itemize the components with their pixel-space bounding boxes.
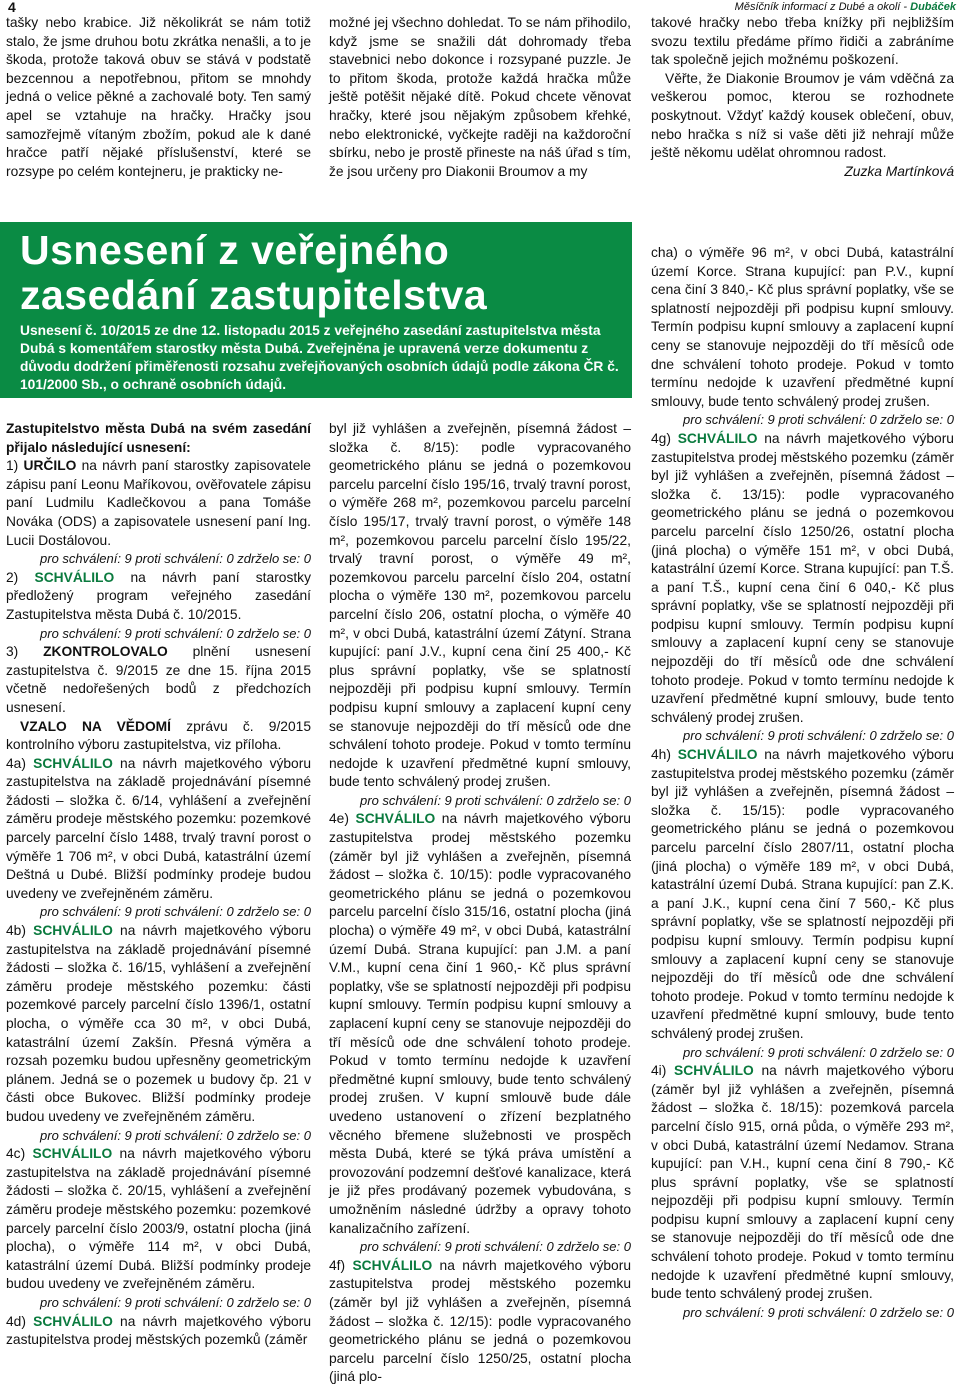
vote-result: pro schválení: 9 proti schválení: 0 zdrželo se: 0 xyxy=(40,625,311,641)
resolution-4d-continued: byl již vyhlášen a zveřejněn, písemná žádost – složka č. 8/15): podle vypracovaného geometrického plánu se jedná o pozemkovou parcelu parcelní číslo 195/16, trvalý travní porost, o výměře 268 m², pozemkovou parcelu parcelní číslo 195/17, trvalý travní porost, o výměře 148 m², pozemkovou parcelu parcelní číslo 195/22, trvalý travní porost, o výměře 49 m², pozemkovou parcelu parcelní číslo 204, ostatní plocha o výměře 130 m², pozemkovou parcelu parcelní číslo 206, ostatní plocha, o výměře 40 m², v obci Dubá, katastrální území Zátyní. Strana kupující: paní J.V., kupní cena činí 25 400,- Kč plus správní poplatky, vše se splatností nejpozději při podpisu kupní smlouvy. Termín podpisu kupní smlouvy a zaplacení kupní ceny se stanovuje nejpozději do tří měsíců ode dne schválení tohoto prodeje. Pokud v tomto termínu nedojde k uzavření předmětné kupní smlouvy, bude tento schválený prodej zrušen. xyxy=(329,421,631,790)
vote-result: pro schválení: 9 proti schválení: 0 zdrželo se: 0 xyxy=(683,1304,954,1320)
resolution-4f xyxy=(329,1257,631,1387)
item-keyword: SCHVÁLILO xyxy=(677,747,758,763)
lead-paragraph: Zastupitelstvo města Dubá na svém zasedání přijalo následující usnesení: xyxy=(6,421,311,455)
item-keyword: SCHVÁLILO xyxy=(33,755,113,771)
vote-result: pro schválení: 9 proti schválení: 0 zdrželo se: 0 xyxy=(683,728,954,744)
item-text: na návrh majetkového výboru zastupitelstva prodej městského pozemku (záměr byl již vyhlášen a zveřejněn, písemná žádost – složka č. 13/15): podle vypracovaného geometrického plánu se jedná o pozemkovou parcelu parcelní číslo 1250/26, ostatní plocha (jiná plocha) o výměře 151 m², v obci Dubá, katastrální území Korce. Strana kupující: pan T.Š. a paní T.Š., kupní cena činí 6 040,- Kč plus správní poplatky, vše se splatností nejpozději při podpisu kupní smlouvy. Termín podpisu kupní smlouvy a zaplacení kupní ceny se stanovuje nejpozději do tří měsíců ode dne schválení tohoto prodeje. Pokud v tomto termínu nedojde k uzavření předmětné kupní smlouvy, bude tento schválený prodej zrušen. xyxy=(651,430,954,725)
article-title xyxy=(20,228,487,318)
resolution-4a xyxy=(6,755,311,904)
item-keyword: SCHVÁLILO xyxy=(352,1257,433,1273)
vote-result: pro schválení: 9 proti schválení: 0 zdrželo se: 0 xyxy=(360,792,631,808)
item-text: na návrh majetkového výboru zastupitelstva prodej městského pozemku (záměr byl již vyhlášen a zveřejněn, písemná žádost – složka č. 15/15): podle vypracovaného geometrického plánu se jedná o pozemkovou parcelu parcelní číslo 2807/11, ostatní plocha (jiná plocha) o výměře 189 m², v obci Dubá, katastrální území Dubá. Strana kupující: pan Z.K. a paní J.K., kupní cena činí 7 560,- Kč plus správní poplatky, vše se splatností nejpozději při podpisu kupní smlouvy. Termín podpisu kupní smlouvy a zaplacení kupní ceny se stanovuje nejpozději do tří měsíců ode dne schválení tohoto prodeje. Pokud v tomto termínu nedojde k uzavření předmětné kupní smlouvy, bude tento schválený prodej zrušen. xyxy=(651,747,954,1041)
item-keyword: SCHVÁLILO xyxy=(355,811,436,827)
intro-text-1: tašky nebo krabice. Již několikrát se nám totiž stalo, že jsme druhou botu zkrátka nenašli, a to je škoda, protože taková obuv se stává v podstatě bezcennou a nepotřebnou, přitom se mnohdy jedná o velice pěkné a zachovalé boty. Ten samý apel se vztahuje na hračky. Hračky jsou samozřejmě vítaným zbožím, pokud ale k dané hračce patří nějaké příslušenství, které se rozsype po celém kontejneru, je prakticky ne- xyxy=(6,15,311,179)
resolution-4g xyxy=(651,430,954,728)
item-number: 2) xyxy=(6,569,19,585)
item-text: na návrh paní starostky předložený program veřejného zasedání Zastupitelstva města Dubá č. 10/2015. xyxy=(6,569,311,622)
item-keyword: SCHVÁLILO xyxy=(33,1313,113,1329)
item-text: na návrh paní starostky zapisovatele zápisu paní Leonu Maříkovou, ověřovatele zápisu paní Ludmilu Kadlečkovou a pana Tomáše Nováka (ODS) a zapisovatele usnesení paní Ing. Lucii Dostálovou. xyxy=(6,458,311,548)
resolution-2 xyxy=(6,569,311,625)
item-text: na návrh majetkového výboru zastupitelstva prodej městských pozemků (záměr xyxy=(6,1313,311,1348)
resolution-3 xyxy=(6,643,311,717)
item-number: 4c) xyxy=(6,1146,26,1162)
item-text: zprávu č. 9/2015 kontrolního výboru zastupitelstva, viz příloha. xyxy=(6,718,311,753)
intro-column-3 xyxy=(651,14,954,181)
vote-result: pro schválení: 9 proti schválení: 0 zdrželo se: 0 xyxy=(40,1294,311,1310)
resolution-4d xyxy=(6,1313,311,1350)
item-keyword: SCHVÁLILO xyxy=(33,923,113,939)
resolution-4i xyxy=(651,1062,954,1304)
vote-result: pro schválení: 9 proti schválení: 0 zdrželo se: 0 xyxy=(683,1044,954,1060)
vote-result: pro schválení: 9 proti schválení: 0 zdrželo se: 0 xyxy=(40,551,311,567)
vote-result: pro schválení: 9 proti schválení: 0 zdrželo se: 0 xyxy=(683,412,954,428)
signature: Zuzka Martínková xyxy=(844,163,954,179)
item-keyword: SCHVÁLILO xyxy=(674,1063,754,1079)
item-text: plnění usnesení zastupitelstva č. 9/2015 ze dne 15. října 2015 včetně nedořešených bodů z předchozích usnesení. xyxy=(6,644,311,715)
item-text: na návrh majetkového výboru zastupitelstva prodej městského pozemku (záměr byl již vyhlášen a zveřejněn, písemná žádost – složka č. 10/15): podle vypracovaného geometrického plánu se jedná o pozemkovou parcelu parcelní číslo 315/16, ostatní plocha (jiná plocha) o výměře 49 m², v obci Dubá, katastrální území Dubá. Strana kupující: pan J.M. a paní V.M., kupní cena činí 1 960,- Kč plus správní poplatky, vše se splatností nejpozději při podpisu kupní smlouvy. Termín podpisu kupní smlouvy a zaplacení kupní ceny se stanovuje nejpozději do tří měsíců ode dne schválení tohoto prodeje. Pokud v tomto termínu nedojde k uzavření předmětné kupní smlouvy, bude tento schválený prodej zrušen. V kupní smlouvě bude dále uvedeno ustanovení o zřízení bezplatného věcného břemene služebnosti ve prospěch města Dubá, které se týká práva umístění a provozování podzemní dešťové kanalizace, která je již přes prodávaný pozemek vybudována, s umožněním následné údržby a opravy tohoto kanalizačního zařízení. xyxy=(329,811,631,1236)
resolution-1 xyxy=(6,457,311,550)
item-text: na návrh majetkového výboru zastupitelstva na základě projednávání písemné žádosti – složka č. 6/14, vyhlášení a zveřejnění záměru prodeje městského pozemku: pozemkové parcely parcelní číslo 1488, trvalý travní porost o výměře 1 706 m², v obci Dubá, katastrální území Deštná u Dubé. Bližší podmínky prodeje budou uvedeny ve zveřejněném záměru. xyxy=(6,755,311,901)
intro-column-2 xyxy=(329,14,631,181)
article-banner xyxy=(0,222,632,398)
item-text: na návrh majetkového výboru (záměr byl již vyhlášen a zveřejněn, písemná žádost – složka č. 18/15): pozemková parcela parcelní číslo 915, orná půda, o výměře 293 m², v obci Dubá, katastrální území Nedamov. Strana kupující: pan V.H., kupní cena činí 8 790,- Kč plus správní poplatky, vše se splatností nejpozději při podpisu kupní smlouvy. Termín podpisu kupní smlouvy a zaplacení kupní ceny se stanovuje nejpozději do tří měsíců ode dne schválení tohoto prodeje. Pokud v tomto termínu nedojde k uzavření předmětné kupní smlouvy, bude tento schválený prodej zrušen. xyxy=(651,1063,954,1302)
resolution-4h xyxy=(651,746,954,1044)
intro-text-3a: takové hračky nebo třeba knížky při nejbližším svozu textilu předáme přímo řidiči a zabráníme tak společně jejich možnému poškození. xyxy=(651,15,954,68)
vote-result: pro schválení: 9 proti schválení: 0 zdrželo se: 0 xyxy=(40,1127,311,1143)
masthead xyxy=(735,1,956,13)
body-column-1 xyxy=(6,420,311,1350)
item-number: 4f) xyxy=(329,1257,346,1273)
item-text: na návrh majetkového výboru zastupitelstva na základě projednávání písemné žádosti – složka č. 16/15, vyhlášení a zveřejnění záměru prodeje městského pozemku: části pozemkové parcely parcelní číslo 1396/1, ostatní plocha, o výměře cca 30 m², v obci Dubá, katastrální území Zakšín. Přesná výměra a rozsah pozemku budou upřesněny geometrickým plánem. Jedná se o pozemek u budovy čp. 21 v části obce Bukovec. Bližší podmínky prodeje budou uvedeny ve zveřejněném záměru. xyxy=(6,923,311,1124)
title-line-2: zasedání zastupitelstva xyxy=(20,272,488,318)
masthead-name: Dubáček xyxy=(910,1,956,13)
item-number: 4g) xyxy=(651,430,671,446)
intro-text-3b: Věřte, že Diakonie Broumov je vám vděčná za veškerou pomoc, kterou se rozhodnete poskytnout. Vždyť každý kousek oblečení, obuv, nebo hračka s níž si vaše děti již nehrají může ještě někomu udělat ohromnou radost. xyxy=(651,70,954,161)
item-number: 4a) xyxy=(6,755,26,771)
item-keyword: SCHVÁLILO xyxy=(34,569,115,585)
vote-result: pro schválení: 9 proti schválení: 0 zdrželo se: 0 xyxy=(360,1239,631,1255)
title-line-1: Usnesení z veřejného xyxy=(20,227,450,273)
item-keyword: ZKONTROLOVALO xyxy=(43,644,168,660)
item-text: na návrh majetkového výboru zastupitelstva na základě projednávání písemné žádosti – složka č. 20/15, vyhlášení a zveřejnění záměru prodeje městského pozemku: pozemkové parcely parcelní číslo 2003/9, ostatní plocha (jiná plocha), o výměře 114 m², v obci Dubá, katastrální území Dubá. Bližší podmínky prodeje budou uvedeny ve zveřejněném záměru. xyxy=(6,1146,311,1292)
item-text: na návrh majetkového výboru zastupitelstva prodej městského pozemku (záměr byl již vyhlášen a zveřejněn, písemná žádost – složka č. 12/15): podle vypracovaného geometrického plánu se jedná o pozemkovou parcelu parcelní číslo 1250/25, ostatní plocha (jiná plo- xyxy=(329,1257,632,1385)
item-number: 1) xyxy=(6,458,19,474)
item-keyword: VZALO NA VĚDOMÍ xyxy=(20,718,172,734)
item-number: 3) xyxy=(6,644,19,660)
resolution-4b xyxy=(6,922,311,1127)
vote-result: pro schválení: 9 proti schválení: 0 zdrželo se: 0 xyxy=(40,904,311,920)
body-column-3 xyxy=(651,244,954,1322)
body-column-2 xyxy=(329,420,631,1387)
resolution-4e xyxy=(329,810,631,1238)
item-keyword: SCHVÁLILO xyxy=(32,1146,113,1162)
page-number: 4 xyxy=(8,0,16,15)
resolution-4c xyxy=(6,1145,311,1294)
intro-column-1 xyxy=(6,14,311,181)
intro-text-2: možné jej všechno dohledat. To se nám přihodilo, když jsme se snažili dát dohromady třeba stavebnici nebo dokonce i rozsypané puzzle. Je to přitom škoda, protože každá hračka může ještě potěšit nějaké dítě. Pokud chcete věnovat hračky, které jsou nějakým způsobem křehké, nebo elektronické, vyčkejte raději na každoroční sbírku, nebo je prostě přineste na náš úřad s tím, že jsou určeny pro Diakonii Broumov a my xyxy=(329,15,631,179)
item-number: 4i) xyxy=(651,1063,667,1079)
item-number: 4h) xyxy=(651,747,671,763)
page-header xyxy=(0,0,960,14)
resolution-3b xyxy=(6,718,311,755)
article-subtitle: Usnesení č. 10/2015 ze dne 12. listopadu 2015 z veřejného zasedání zastupitelstva města Dubá s komentářem starostky města Dubá. Zveřejněna je upravená verze dokumentu z důvodu dodržení přiměřenosti rozsahu zveřejňovaných osobních údajů podle zákona ČR č. 101/2000 Sb., o ochraně osobních údajů. xyxy=(20,323,619,392)
item-number: 4e) xyxy=(329,811,349,827)
item-number: 4d) xyxy=(6,1313,26,1329)
item-keyword: SCHVÁLILO xyxy=(677,430,758,446)
masthead-text: Měsíčník informací z Dubé a okolí - xyxy=(734,1,908,13)
resolution-4f-continued: cha) o výměře 96 m², v obci Dubá, katastrální území Korce. Strana kupující: pan P.V., kupní cena činí 3 840,- Kč plus správní poplatky, vše se splatností nejpozději při podpisu kupní smlouvy. Termín podpisu kupní smlouvy a zaplacení kupní ceny se stanovuje nejpozději do tří měsíců ode dne schválení tohoto prodeje. Pokud v tomto termínu nedojde k uzavření předmětné kupní smlouvy, bude tento schválený prodej zrušen. xyxy=(651,245,954,409)
item-keyword: URČILO xyxy=(23,458,77,474)
item-number: 4b) xyxy=(6,923,26,939)
